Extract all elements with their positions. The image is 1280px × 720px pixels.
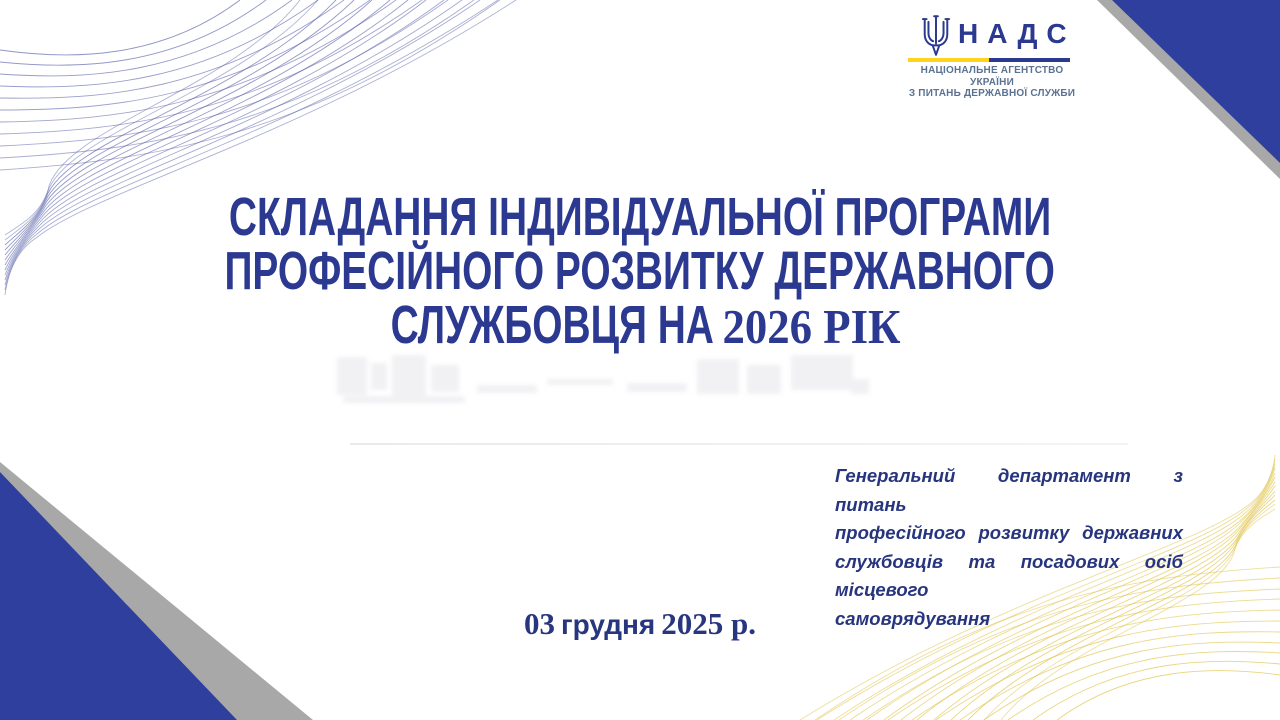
trident-icon [920, 14, 952, 58]
faint-divider-line [350, 443, 1128, 445]
nads-logo [906, 12, 1078, 99]
department-line: Генеральний департамент з питань [835, 465, 1183, 515]
logo-org-line2: З ПИТАНЬ ДЕРЖАВНОЇ СЛУЖБИ [908, 88, 1076, 99]
logo-yellow-blue-rule [908, 58, 1070, 62]
department-line: службовців та посадових осіб місцевого [835, 550, 1183, 600]
title-line-2: ПРОФЕСІЙНОГО РОЗВИТКУ ДЕРЖАВНОГО [224, 241, 1056, 301]
faded-text-artifact [335, 354, 875, 412]
department-line: професійного розвитку державних [835, 522, 1183, 543]
logo-org-line1: НАЦІОНАЛЬНЕ АГЕНТСТВО УКРАЇНИ [920, 65, 1064, 88]
presentation-date [0, 606, 1280, 642]
title-line3-year: 2026 РІК [722, 300, 901, 354]
logo-org-name [898, 65, 1086, 100]
logo-acronym: НАДС [958, 18, 1076, 49]
date-month: грудня [560, 609, 656, 640]
title-line3-sans: СЛУЖБОВЦЯ НА [390, 295, 714, 355]
date-year: 2025 р. [661, 606, 757, 641]
title-line-3 [0, 295, 1266, 355]
department-line: самоврядування [835, 607, 991, 629]
date-day: 03 [523, 606, 555, 641]
slide-title [0, 187, 1280, 355]
title-line-1: СКЛАДАННЯ ІНДИВІДУАЛЬНОЇ ПРОГРАМИ [228, 187, 1052, 247]
